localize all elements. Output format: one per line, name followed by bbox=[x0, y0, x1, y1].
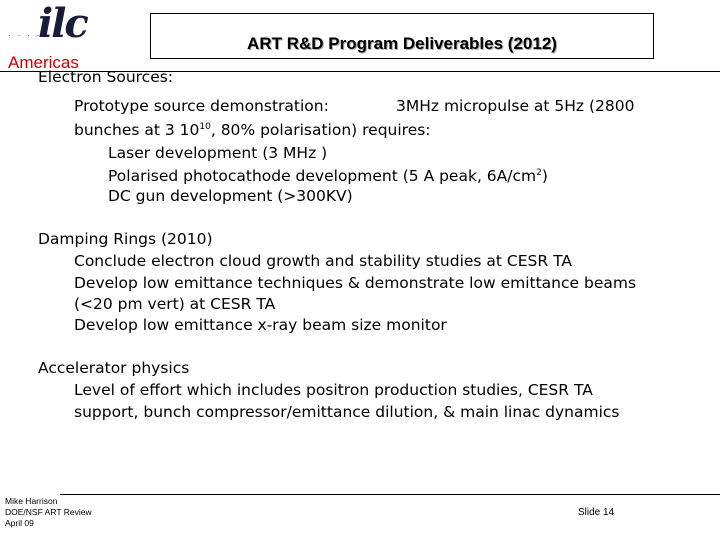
footer-date: April 09 bbox=[5, 518, 34, 528]
electron-line1-a: Prototype source demonstration: bbox=[74, 97, 329, 115]
damping-line4: Develop low emittance x-ray beam size monitor bbox=[74, 316, 447, 334]
electron-item2-exponent: 2 bbox=[536, 168, 542, 178]
logo-region: Americas bbox=[8, 53, 79, 72]
damping-line1: Conclude electron cloud growth and stability studies at CESR TA bbox=[74, 252, 572, 270]
electron-line2-post: , 80% polarisation) requires: bbox=[210, 121, 431, 139]
electron-item-photocathode bbox=[108, 166, 548, 186]
accelerator-physics-heading: Accelerator physics bbox=[38, 359, 190, 377]
slide-title: ART R&D Program Deliverables (2012) bbox=[247, 34, 557, 53]
footer-event: DOE/NSF ART Review bbox=[5, 507, 92, 517]
damping-line2: Develop low emittance techniques & demonstrate low emittance beams bbox=[74, 274, 637, 292]
logo-ilc-top: ilc bbox=[38, 0, 87, 47]
electron-item2-pre: Polarised photocathode development (5 A peak, 6A/cm bbox=[108, 167, 537, 185]
electron-sources-heading: Electron Sources: bbox=[38, 68, 174, 86]
damping-rings-heading: Damping Rings (2010) bbox=[38, 230, 213, 248]
electron-line2-exponent: 10 bbox=[199, 122, 211, 132]
electron-line2-pre: bunches at 3 10 bbox=[74, 121, 200, 139]
logo-dots: · · · · bbox=[8, 30, 42, 40]
slide-number: Slide 14 bbox=[578, 507, 615, 518]
footer-info bbox=[5, 496, 92, 529]
electron-item-dc-gun: DC gun development (>300KV) bbox=[108, 187, 353, 205]
footer-author: Mike Harrison bbox=[5, 496, 58, 506]
electron-item2-post: ) bbox=[541, 167, 548, 185]
electron-item-laser: Laser development (3 MHz ) bbox=[108, 144, 328, 162]
electron-line2 bbox=[74, 120, 431, 140]
physics-line1: Level of effort which includes positron production studies, CESR TA bbox=[74, 381, 593, 399]
physics-line2: support, bunch compressor/emittance dilution, & main linac dynamics bbox=[74, 403, 620, 421]
electron-line1-b: 3MHz micropulse at 5Hz (2800 bbox=[396, 97, 635, 115]
damping-line3: (<20 pm vert) at CESR TA bbox=[74, 295, 276, 313]
footer-divider bbox=[60, 494, 720, 495]
title-box bbox=[150, 13, 654, 59]
